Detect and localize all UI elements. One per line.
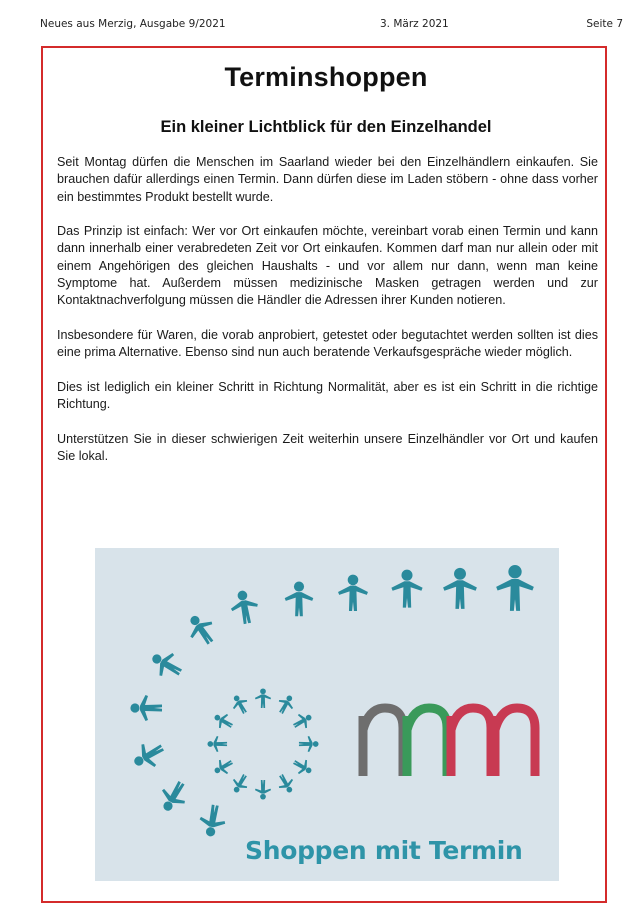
publication-name: Neues aus Merzig, Ausgabe 9/2021 xyxy=(40,18,226,30)
logo-slogan: Shoppen mit Termin xyxy=(245,836,523,865)
article-paragraph: Das Prinzip ist einfach: Wer vor Ort einkaufen möchte, vereinbart vorab einen Termin und kann dann innerhalb einer verabredeten Zeit vor Ort einkaufen. Kommen darf man nur allein oder mit einem Angehörigen des gleichen Haushalts - und vor allem nur dann, wenn man keine Symptome hat. Außerdem müssen medizinische Masken getragen werden und zur Kontaktnachverfolgung müssen die Händler die Adressen ihrer Kunden notieren. xyxy=(57,224,598,308)
article-subtitle: Ein kleiner Lichtblick für den Einzelhandel xyxy=(160,118,492,136)
mm-monogram xyxy=(363,708,535,776)
article-body xyxy=(57,154,598,483)
article-paragraph: Dies ist lediglich ein kleiner Schritt in Richtung Normalität, aber es ist ein Schritt in die richtige Richtung. xyxy=(57,379,598,412)
article-paragraph: Insbesondere für Waren, die vorab anprobiert, getestet oder begutachtet werden sollten ist dies eine prima Alternative. Ebenso sind nun auch beratende Verkaufsgespräche wieder möglich. xyxy=(57,327,598,360)
page-header xyxy=(0,0,637,40)
article-paragraph: Unterstützen Sie in dieser schwierigen Zeit weiterhin unsere Einzelhändler vor Ort und kaufen Sie lokal. xyxy=(57,431,598,464)
article-paragraph: Seit Montag dürfen die Menschen im Saarland wieder bei den Einzelhändlern einkaufen. Sie brauchen dafür allerdings einen Termin. Dann dürfen diese im Laden stöbern - ohne dass vorher ein bestimmtes Produkt bestellt wurde. xyxy=(57,155,598,204)
people-spiral-graphic xyxy=(95,548,559,881)
article-frame xyxy=(41,46,607,903)
shoppen-mit-termin-logo xyxy=(95,548,559,881)
page-number: Seite 7 xyxy=(586,18,623,30)
people-icons xyxy=(128,565,533,839)
article-title: Terminshoppen xyxy=(224,62,428,92)
issue-date: 3. März 2021 xyxy=(380,18,449,30)
